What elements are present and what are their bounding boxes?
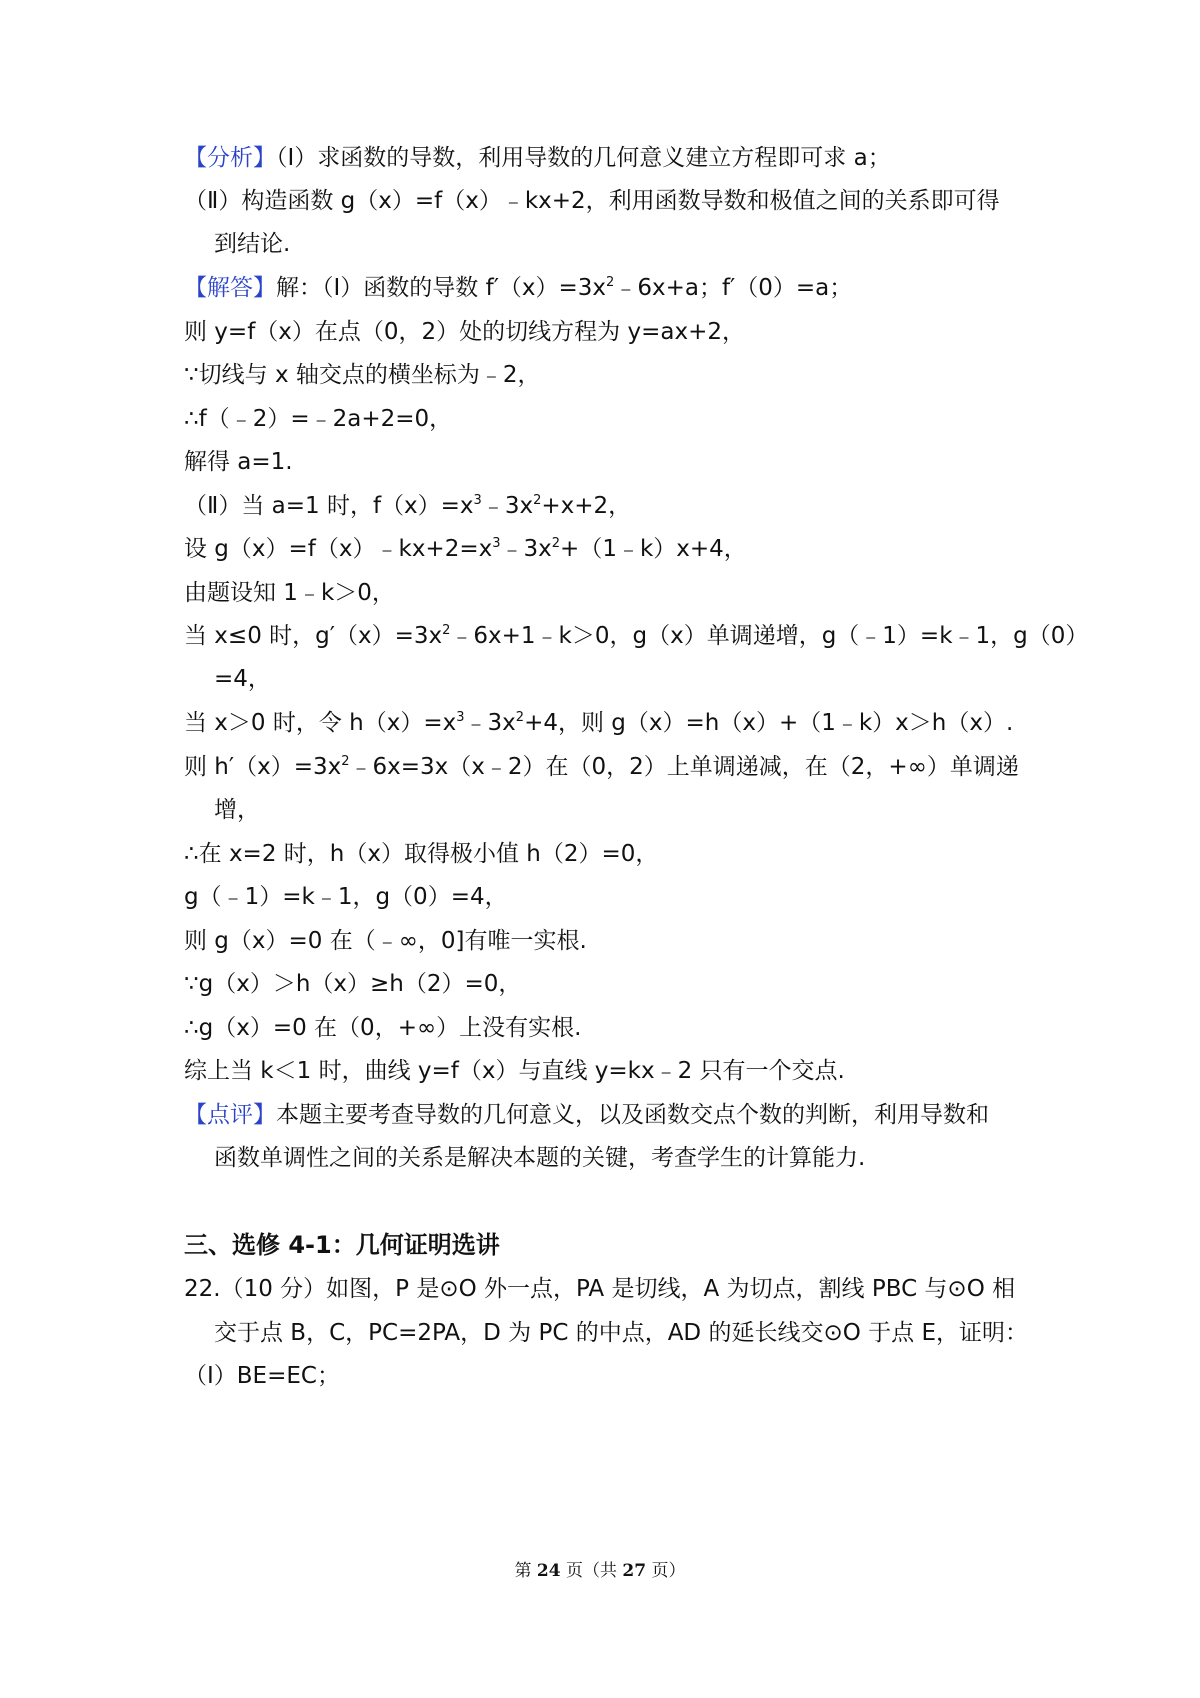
problem-22-line-2: 交于点 B，C，PC=2PA，D 为 PC 的中点，AD 的延长线交⊙O 于点 E，证明： — [214, 1320, 1028, 1346]
current-page-number: 24 — [536, 1561, 561, 1581]
solution-line-1: 【解答】解：（Ⅰ）函数的导数 $f'(x)=3x^2﹣6x+a$；f′（0）=a； — [184, 275, 853, 301]
solution-line-15: g（﹣1）=k﹣1，g（0）=4， — [184, 884, 508, 910]
comment-line-1: 【点评】本题主要考查导数的几何意义，以及函数交点个数的判断，利用导数和 — [184, 1102, 989, 1128]
solution-line-16: 则 g（x）=0 在（﹣∞，0]有唯一实根. — [184, 928, 587, 954]
problem-22-line-3: （Ⅰ）BE=EC； — [184, 1363, 340, 1389]
analysis-line-2: （Ⅱ）构造函数 g（x）=f（x）﹣kx+2，利用函数导数和极值之间的关系即可得 — [184, 188, 1000, 214]
section-title: 三、选修 4-1：几何证明选讲 — [184, 1231, 500, 1259]
analysis-line-3: 到结论. — [214, 231, 291, 257]
solution-line-2: 则 y=f（x）在点（0，2）处的切线方程为 y=ax+2， — [184, 319, 745, 345]
comment-line-2: 函数单调性之间的关系是解决本题的关键，考查学生的计算能力. — [214, 1145, 866, 1171]
solution-line-8: 由题设知 1﹣k＞0， — [184, 580, 395, 606]
problem-22-line-1: 22.（10 分）如图，P 是⊙O 外一点，PA 是切线，A 为切点，割线 PBC 与⊙O 相 — [184, 1276, 1016, 1302]
total-page-count: 27 — [622, 1561, 647, 1581]
solution-line-13: 增， — [214, 797, 260, 823]
comment-tag: 【点评】 — [184, 1102, 276, 1128]
solution-line-11: 当 x＞0 时，令 $h(x)=x^3﹣3x^2+4$，则 g（x）=h（x）+（1﹣k）x＞h（x）. — [184, 710, 1014, 736]
solution-line-3: ∵切线与 x 轴交点的横坐标为﹣2， — [184, 362, 541, 388]
solution-tag: 【解答】 — [184, 275, 276, 301]
solution-line-10: =4， — [214, 666, 271, 692]
page-footer: 第 24 页（共 27 页） — [514, 1561, 686, 1581]
analysis-tag: 【分析】 — [184, 145, 276, 171]
solution-line-14: ∴在 x=2 时，h（x）取得极小值 h（2）=0， — [184, 841, 659, 867]
solution-line-7: 设 $g(x)=f(x)﹣kx+2=x^3﹣3x^2+(1﹣k)x+4$， — [184, 536, 747, 562]
analysis-line-1: 【分析】（Ⅰ）求函数的导数，利用导数的几何意义建立方程即可求 a； — [184, 145, 891, 171]
solution-line-6: （Ⅱ）当 a=1 时，$f(x)=x^3﹣3x^2+x+2$， — [184, 493, 632, 519]
solution-line-17: ∵g（x）＞h（x）≥h（2）=0， — [184, 971, 522, 997]
solution-line-18: ∴g（x）=0 在（0，+∞）上没有实根. — [184, 1015, 582, 1041]
solution-line-9: 当 x≤0 时，$g'(x)=3x^2﹣6x+1﹣k>0$，g（x）单调递增，g（﹣1）=k﹣1，g（0） — [184, 623, 1089, 649]
solution-line-4: ∴f（﹣2）=﹣2a+2=0， — [184, 406, 453, 432]
solution-line-19: 综上当 k＜1 时，曲线 y=f（x）与直线 y=kx﹣2 只有一个交点. — [184, 1058, 845, 1084]
solution-line-5: 解得 a=1. — [184, 449, 293, 475]
solution-line-12: 则 $h'(x)=3x^2﹣6x=3x(x﹣2)$在（0，2）上单调递减，在（2，+∞）单调递 — [184, 754, 1019, 780]
